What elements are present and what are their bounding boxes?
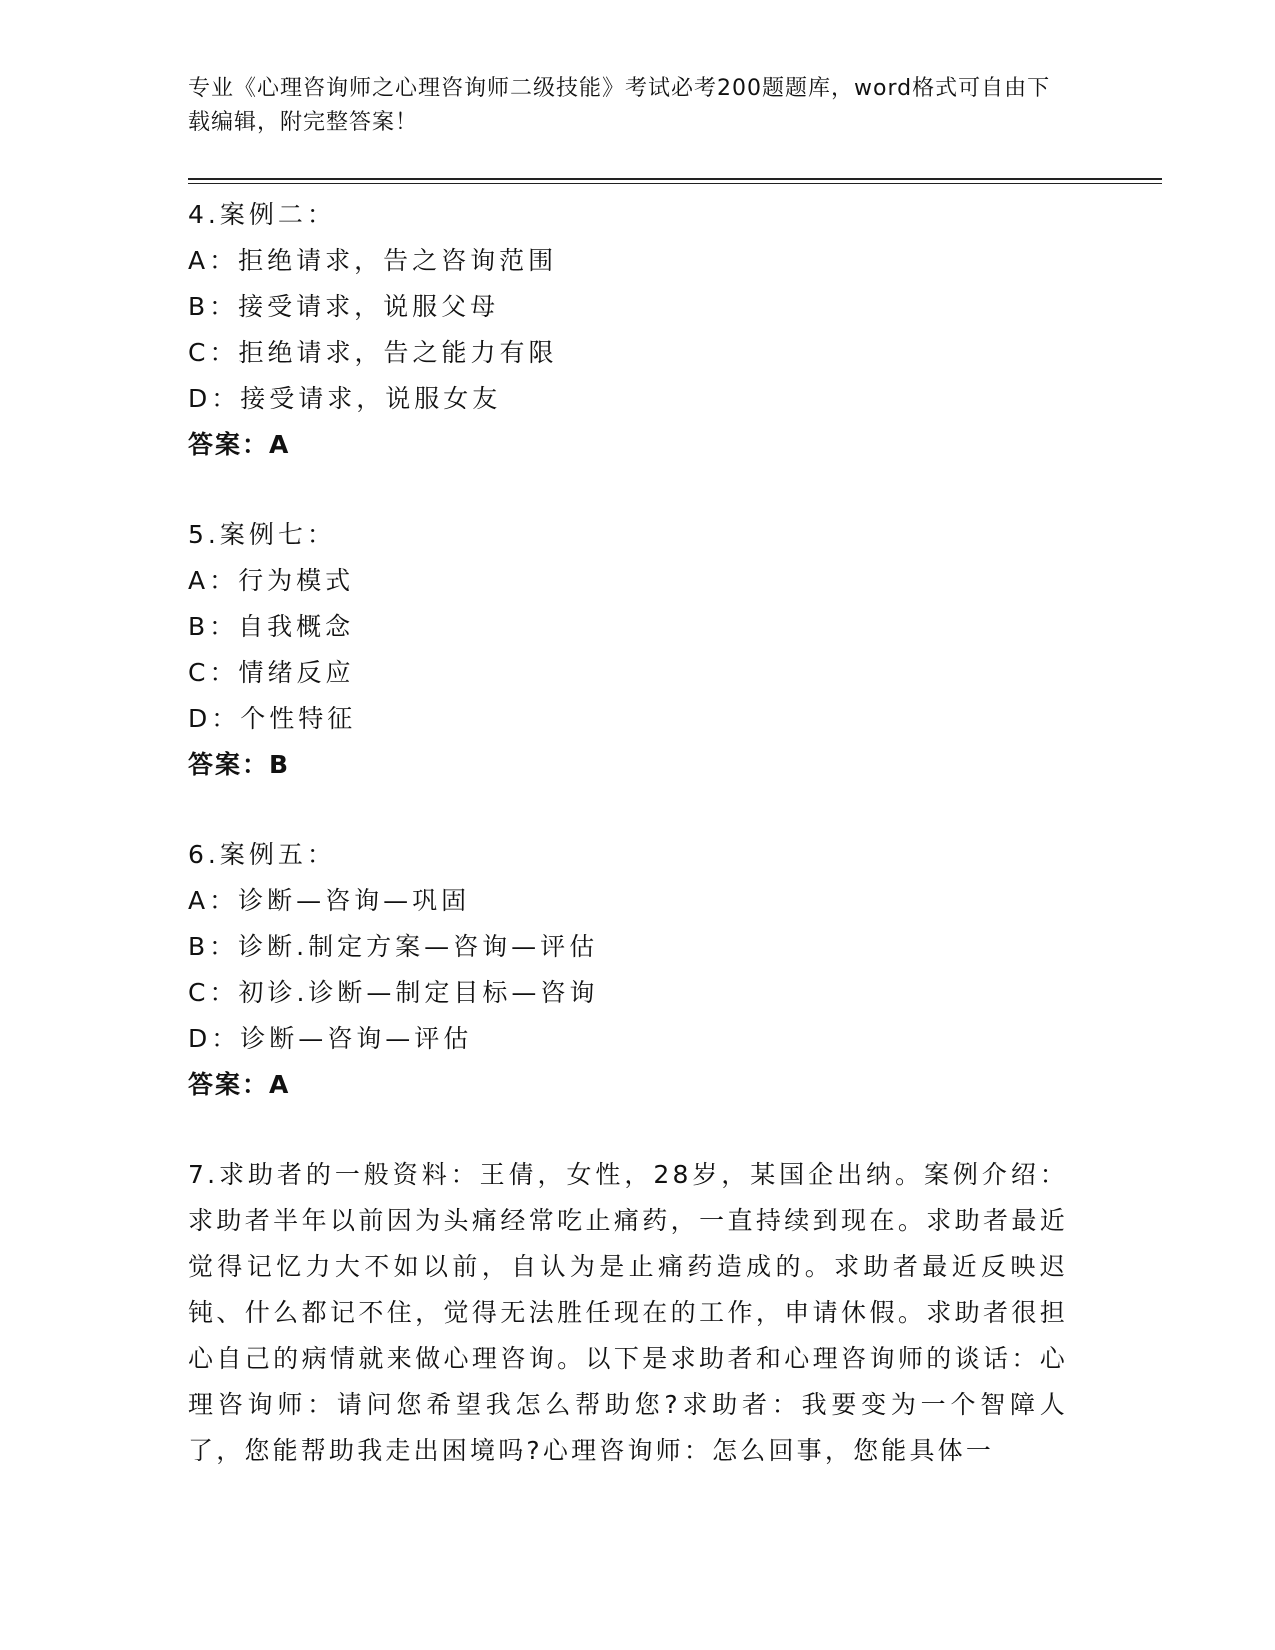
answer-label: 答案：A xyxy=(188,430,291,459)
header-rule-thick xyxy=(188,178,1162,180)
header-rule-thin xyxy=(188,183,1162,184)
question-4 xyxy=(188,192,1088,468)
question-title: 5.案例七： xyxy=(188,520,336,549)
question-title: 4.案例二： xyxy=(188,200,336,229)
answer-label: 答案：A xyxy=(188,1070,291,1099)
document-body xyxy=(188,192,1088,1474)
answer-label: 答案：B xyxy=(188,750,291,779)
option-c: C：情绪反应 xyxy=(188,658,355,687)
option-c: C：拒绝请求，告之能力有限 xyxy=(188,338,558,367)
option-b: B：自我概念 xyxy=(188,612,355,641)
option-c: C：初诊.诊断—制定目标—咨询 xyxy=(188,978,599,1007)
option-d: D：个性特征 xyxy=(188,704,357,733)
option-d: D：诊断—咨询—评估 xyxy=(188,1024,473,1053)
option-a: A：诊断—咨询—巩固 xyxy=(188,886,471,915)
question-6 xyxy=(188,832,1088,1108)
option-a: A：拒绝请求，告之咨询范围 xyxy=(188,246,558,275)
question-5 xyxy=(188,512,1088,788)
question-7-text: 7.求助者的一般资料：王倩，女性，28岁，某国企出纳。案例介绍：求助者半年以前因为头痛经常吃止痛药，一直持续到现在。求助者最近觉得记忆力大不如以前，自认为是止痛药造成的。求助者最近反映迟钝、什么都记不住，觉得无法胜任现在的工作，申请休假。求助者很担心自己的病情就来做心理咨询。以下是求助者和心理咨询师的谈话：心理咨询师：请问您希望我怎么帮助您?求助者：我要变为一个智障人了，您能帮助我走出困境吗?心理咨询师：怎么回事，您能具体一 xyxy=(188,1160,1068,1465)
question-title: 6.案例五： xyxy=(188,840,336,869)
option-a: A：行为模式 xyxy=(188,566,355,595)
option-b: B：接受请求，说服父母 xyxy=(188,292,500,321)
option-d: D：接受请求，说服女友 xyxy=(188,384,502,413)
option-b: B：诊断.制定方案—咨询—评估 xyxy=(188,932,599,961)
document-header: 专业《心理咨询师之心理咨询师二级技能》考试必考200题题库，word格式可自由下载编辑，附完整答案！ xyxy=(188,76,1051,135)
